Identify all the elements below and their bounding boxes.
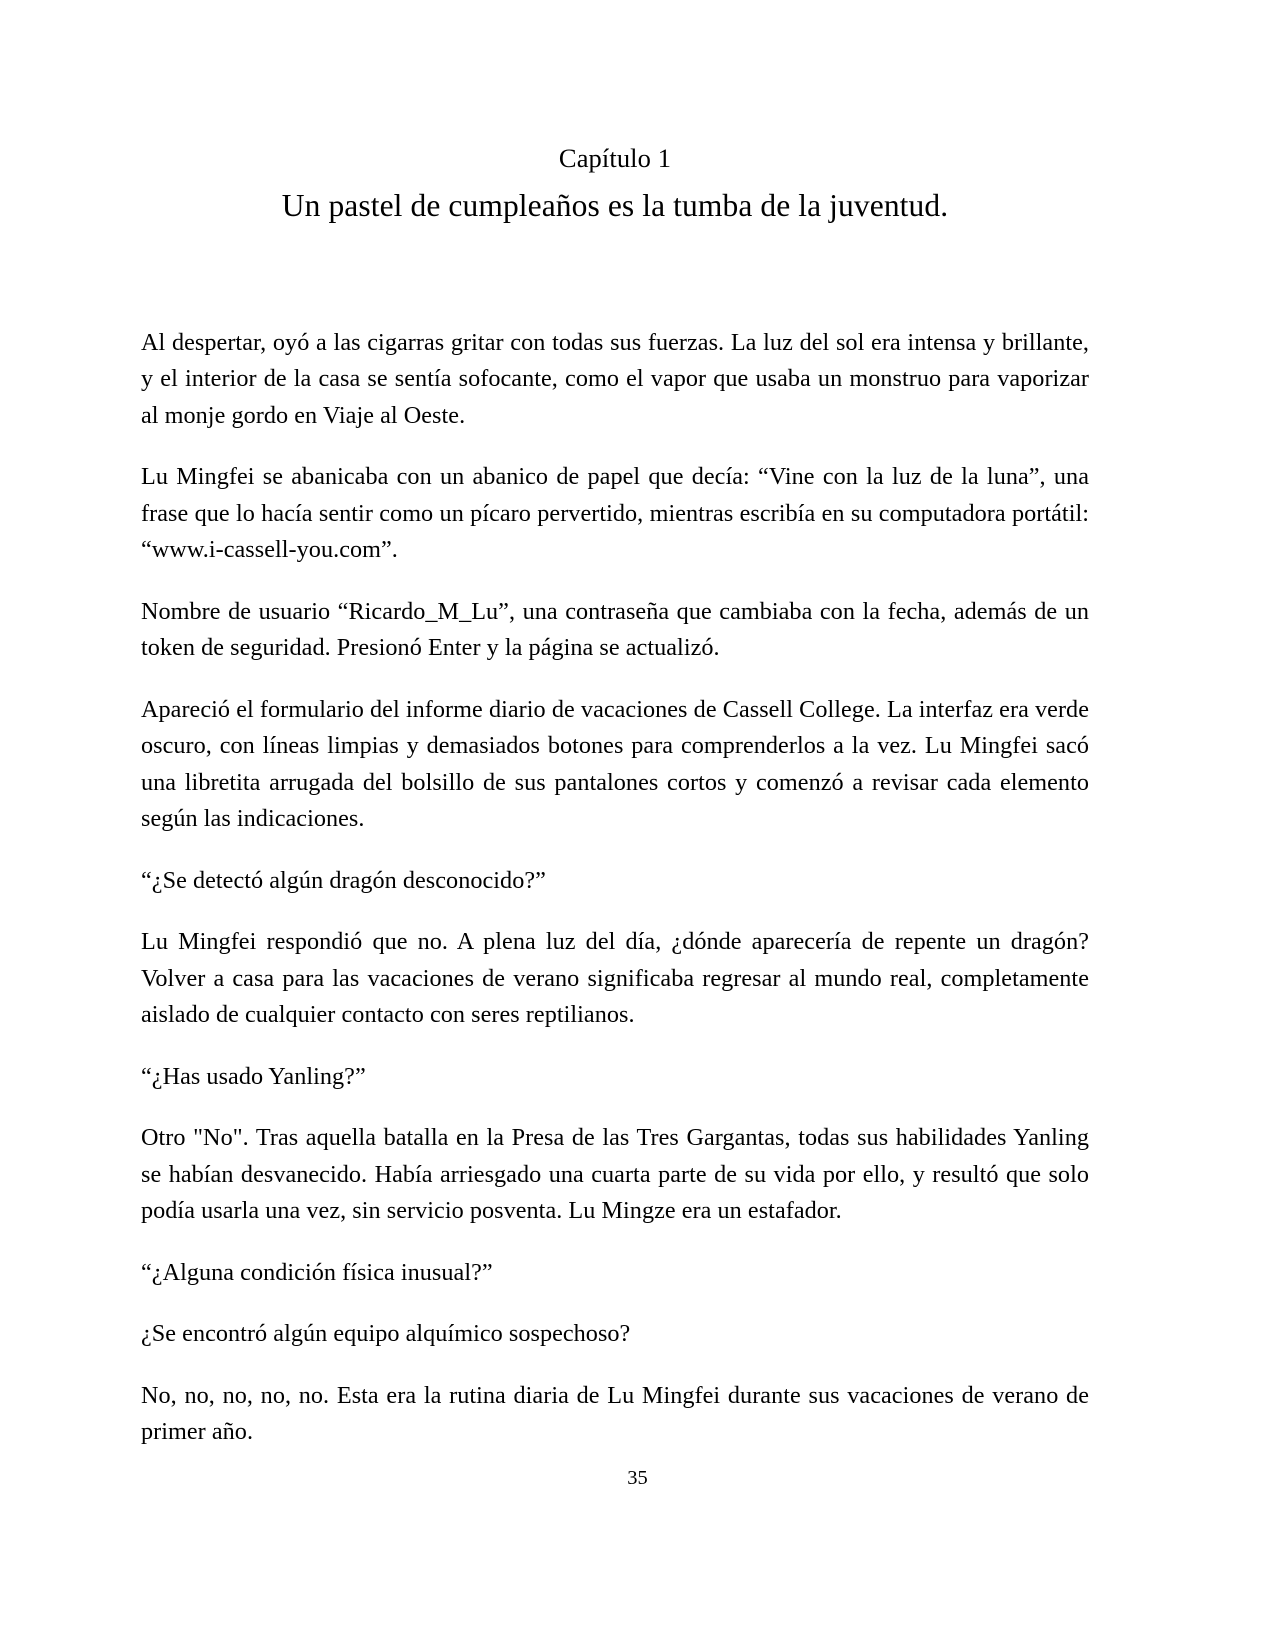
paragraph-question: “¿Alguna condición física inusual?” (141, 1258, 493, 1286)
paragraph-question: “¿Se detectó algún dragón desconocido?” (141, 866, 546, 894)
paragraph: Al despertar, oyó a las cigarras gritar con todas sus fuerzas. La luz del sol era intensa y brillante, y el interior de la casa se sentía sofocante, como el vapor que usaba un monstruo para vaporizar al monje gordo en Viaje al Oeste. (141, 328, 1089, 429)
paragraph: No, no, no, no, no. Esta era la rutina diaria de Lu Mingfei durante sus vacaciones de verano de primer año. (141, 1381, 1089, 1446)
paragraph-question: ¿Se encontró algún equipo alquímico sospechoso? (141, 1320, 631, 1348)
page-number: 35 (627, 1467, 648, 1489)
paragraph: Otro "No". Tras aquella batalla en la Presa de las Tres Gargantas, todas sus habilidades Yanling se habían desvanecido. Había arriesgado una cuarta parte de su vida por ello, y resultó que solo podía usarla una vez, sin servicio posventa. Lu Mingze era un estafador. (141, 1124, 1089, 1225)
page-content (141, 0, 1089, 1451)
paragraph: Nombre de usuario “Ricardo_M_Lu”, una contraseña que cambiaba con la fecha, además de un token de seguridad. Presionó Enter y la página se actualizó. (141, 597, 1089, 662)
paragraph-question: “¿Has usado Yanling?” (141, 1062, 366, 1090)
body-text (141, 325, 1089, 1451)
paragraph: Apareció el formulario del informe diario de vacaciones de Cassell College. La interfaz era verde oscuro, con líneas limpias y demasiados botones para comprenderlos a la vez. Lu Mingfei sacó una libretita arrugada del bolsillo de sus pantalones cortos y comenzó a revisar cada elemento según las indicaciones. (141, 695, 1089, 833)
chapter-title: Un pastel de cumpleaños es la tumba de la juventud. (281, 188, 949, 224)
paragraph: Lu Mingfei se abanicaba con un abanico de papel que decía: “Vine con la luz de la luna”, una frase que lo hacía sentir como un pícaro pervertido, mientras escribía en su computadora portátil: “www.i-cassell-you.com”. (141, 463, 1089, 564)
paragraph: Lu Mingfei respondió que no. A plena luz del día, ¿dónde aparecería de repente un dragón? Volver a casa para las vacaciones de verano significaba regresar al mundo real, completamente aislado de cualquier contacto con seres reptilianos. (141, 928, 1089, 1029)
chapter-label: Capítulo 1 (558, 143, 672, 173)
